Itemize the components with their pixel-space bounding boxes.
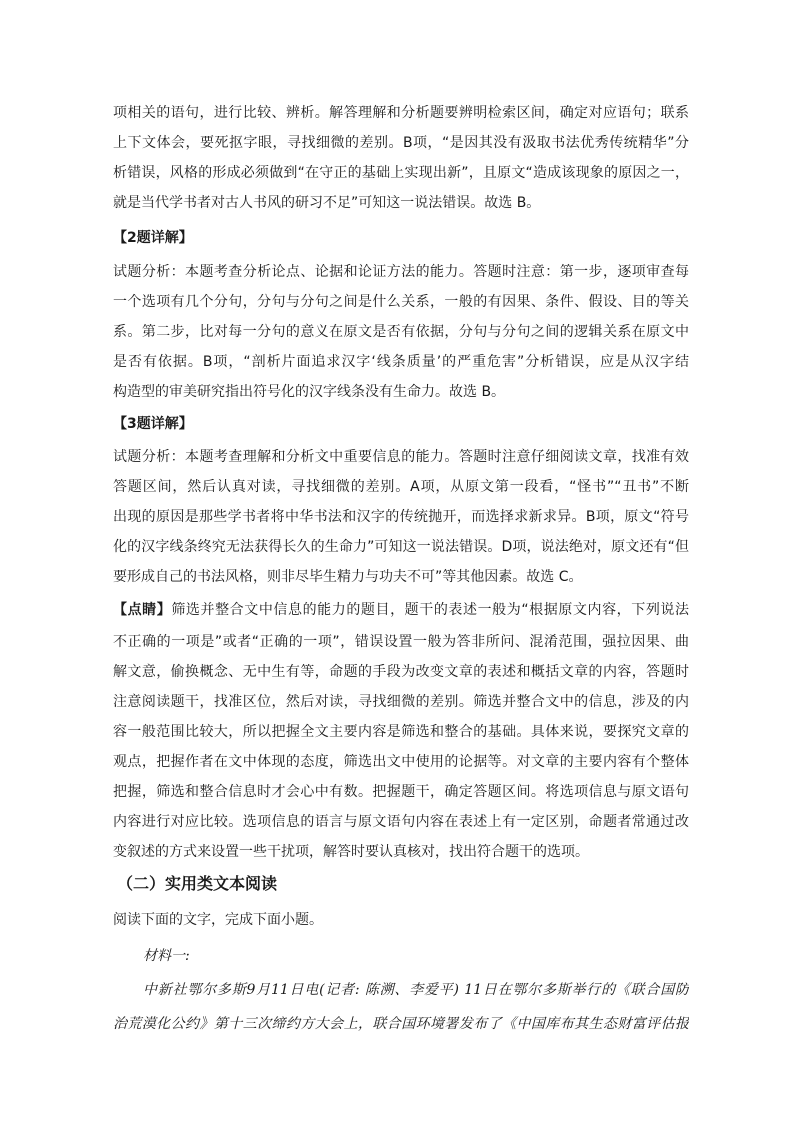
- material-line: 治荒漠化公约》第十三次缔约方大会上，联合国环境署发布了《中国库布其生态财富评估报: [113, 1016, 689, 1032]
- paragraph-line: 试题分析：本题考查理解和分析文中重要信息的能力。答题时注意仔细阅读文章，找准有效: [113, 449, 689, 465]
- paragraph-line: 解文意，偷换概念、无中生有等，命题的手段为改变文章的表述和概括文章的内容，答题时: [113, 664, 689, 680]
- paragraph-line: 构造型的审美研究指出符号化的汉字线条没有生命力。故选 B。: [113, 384, 506, 400]
- paragraph-line: 一个选项有几个分句，分句与分句之间是什么关系，一般的有因果、条件、假设、目的等关: [113, 294, 689, 310]
- paragraph-line: 项相关的语句，进行比较、辨析。解答理解和分析题要辨明检索区间，确定对应语句；联系: [113, 105, 689, 121]
- paragraph-line: 观点，把握作者在文中体现的态度，筛选出文中使用的论据等。对文章的主要内容有个整体: [113, 754, 689, 770]
- paragraph-line: 系。第二步，比对每一分句的意义在原文是否有依据，分句与分句之间的逻辑关系在原文中: [113, 324, 689, 340]
- material-label: 材料一:: [143, 948, 190, 964]
- section-title: （二）实用类文本阅读: [117, 874, 278, 893]
- paragraph-line: 答题区间，然后认真对读，寻找细微的差别。A项，从原文第一段看，“怪书”“丑书”不断: [113, 479, 689, 495]
- paragraph-line: 不正确的一项是”或者“正确的一项”，错误设置一般为答非所问、混淆范围，强拉因果、曲: [113, 634, 689, 650]
- paragraph-line: 变叙述的方式来设置一些干扰项，解答时要认真核对，找出符合题干的选项。: [113, 844, 589, 860]
- paragraph-line: 把握，筛选和整合信息时才会心中有数。把握题干，确定答题区间。将选项信息与原文语句: [113, 784, 689, 800]
- paragraph-line: 出现的原因是那些学书者将中华书法和汉字的传统抛开，而选择求新求异。B项，原文“符号: [113, 509, 689, 525]
- paragraph-line: 试题分析：本题考查分析论点、论据和论证方法的能力。答题时注意：第一步，逐项审查每: [113, 264, 689, 280]
- tip-label: 【点睛】: [113, 602, 172, 618]
- question-2-heading: 【2题详解】: [113, 230, 193, 246]
- paragraph-line: 要形成自己的书法风格，则非尽毕生精力与功夫不可”等其他因素。故选 C。: [113, 569, 583, 585]
- tip-text: 筛选并整合文中信息的能力的题目，题干的表述一般为“根据原文内容，下列说法: [171, 602, 689, 618]
- instruction-text: 阅读下面的文字，完成下面小题。: [113, 912, 323, 928]
- material-line: 中新社鄂尔多斯9月11日电(记者: 陈溯、李爱平) 11日在鄂尔多斯举行的《联合国防: [143, 982, 689, 998]
- tip-first-line: [113, 600, 689, 620]
- paragraph-line: 注意阅读题干，找准区位，然后对读，寻找细微的差别。筛选并整合文中的信息，涉及的内: [113, 694, 689, 710]
- paragraph-line: 是否有依据。B项，“剖析片面追求汉字‘线条质量’的严重危害”分析错误，应是从汉字结: [113, 354, 689, 370]
- paragraph-line: 化的汉字线条终究无法获得长久的生命力”可知这一说法错误。D项，说法绝对，原文还有“但: [113, 539, 689, 555]
- paragraph-line: 析错误，风格的形成必须做到“在守正的基础上实现出新”，且原文“造成该现象的原因之一，: [113, 165, 689, 181]
- paragraph-line: 容一般范围比较大，所以把握全文主要内容是筛选和整合的基础。具体来说，要探究文章的: [113, 724, 689, 740]
- paragraph-line: 就是当代学书者对古人书风的研习不足”可知这一说法错误。故选 B。: [113, 195, 541, 211]
- paragraph-line: 内容进行对应比较。选项信息的语言与原文语句内容在表述上有一定区别，命题者常通过改: [113, 814, 689, 830]
- question-3-heading: 【3题详解】: [113, 416, 193, 432]
- paragraph-line: 上下文体会，要死抠字眼，寻找细微的差别。B项，“是因其没有汲取书法优秀传统精华”分: [113, 135, 689, 151]
